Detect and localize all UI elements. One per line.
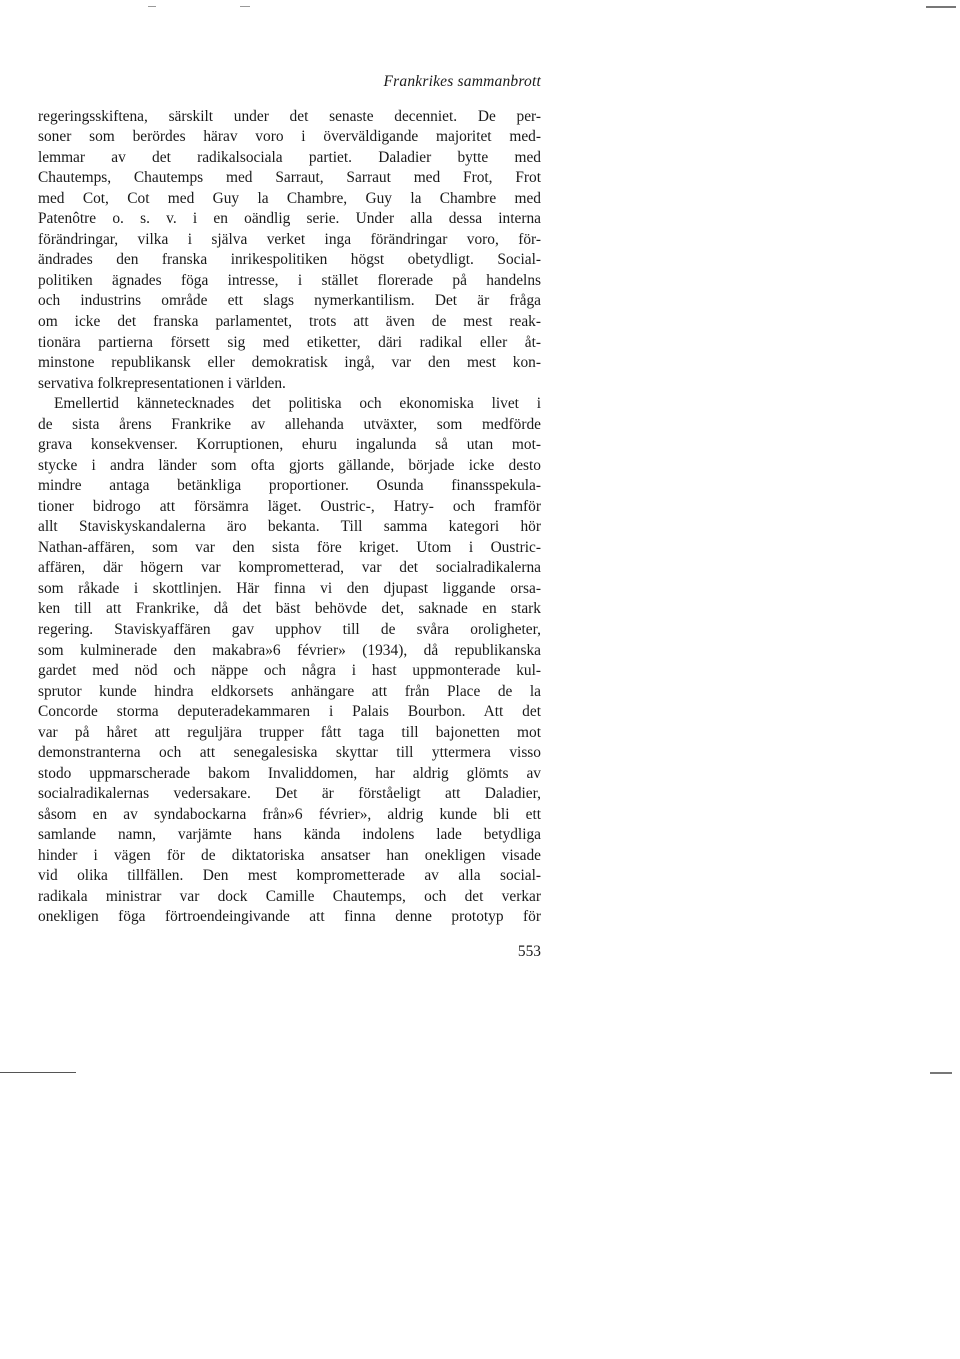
text-line: socialradikalernas vedersakare. Det är förståeligt att Daladier,	[38, 785, 541, 803]
text-line: stodo uppmarscherade bakom Invaliddomen, har aldrig glömts av	[38, 764, 541, 782]
text-line: regering. Staviskyaffären gav upphov till de svåra oroligheter,	[38, 620, 541, 638]
text-line: tioner bidrogo att försämra läget. Oustric-, Hatry- och framför	[38, 497, 541, 515]
text-line: och industrins område ett slags nymerkantilism. Det är fråga	[38, 292, 541, 310]
text-line: demonstranterna och att senegalesiska skyttar till yttermera visso	[38, 744, 541, 762]
text-line: radikala ministrar var dock Camille Chautemps, och det verkar	[38, 887, 541, 905]
text-line: de sista årens Frankrike av allehanda utväxter, som medförde	[38, 415, 541, 433]
text-line: om icke det franska parlamentet, trots att även de mest reak-	[38, 313, 541, 330]
text-line: stycke i andra länder som ofta gjorts gällande, började icke desto	[38, 456, 541, 474]
text-line: ken till att Frankrike, då det bäst behövde det, saknade en stark	[38, 600, 541, 618]
body-text	[38, 107, 541, 928]
text-line: affären, där högern var komprometterad, var det socialradikalerna	[38, 559, 541, 577]
text-line: Emellertid kännetecknades det politiska och ekonomiska livet i	[54, 395, 541, 413]
text-line: samlande namn, varjämte hans kända indolens lade betydliga	[38, 826, 541, 844]
text-line: grava konsekvenser. Korruptionen, ehuru ingalunda så utan mot-	[38, 436, 541, 454]
text-line: tionära partierna försett sig med etiketter, däri radikal eller åt-	[38, 333, 541, 351]
text-line: Nathan-affären, som var den sista före kriget. Utom i Oustric-	[38, 538, 541, 556]
text-line: vid olika tillfällen. Den mest komprometterade av alla social-	[38, 867, 541, 885]
scan-artifact	[926, 6, 956, 8]
text-line: förändringar, vilka i själva verket inga förändringar voro, för-	[38, 230, 541, 248]
text-line: som kulminerade den makabra»6 février» (1934), då republikanska	[38, 641, 541, 659]
running-title: Frankrikes sammanbrott	[383, 73, 541, 90]
text-line: soner som berördes härav voro i överväldigande majoritet med-	[38, 128, 541, 146]
text-line: sprutor kunde hindra eldkorsets anhängare att från Place de la	[38, 682, 541, 700]
scan-artifact	[930, 1072, 952, 1074]
text-line: onekligen föga förtroendeingivande att finna denne prototyp för	[38, 908, 541, 926]
text-line: lemmar av det radikalsociala partiet. Daladier bytte med	[38, 148, 541, 166]
text-line: ändrades den franska inrikespolitiken högst obetydligt. Social-	[38, 251, 541, 269]
text-line: Concorde storma deputeradekammaren i Palais Bourbon. Att det	[38, 703, 541, 721]
text-line: var på håret att reguljära trupper fått taga till bajonetten mot	[38, 723, 541, 741]
text-line: såsom en av syndabockarna från»6 février», aldrig kunde bli ett	[38, 805, 541, 823]
text-line: som råkade i skottlinjen. Här finna vi den djupast liggande orsa-	[38, 579, 541, 597]
text-line: hinder i vägen för de diktatoriska ansatser han onekligen visade	[38, 846, 541, 864]
scan-artifact	[148, 6, 156, 7]
text-line: regeringsskiftena, särskilt under det senaste decenniet. De per-	[38, 107, 541, 125]
text-line: allt Staviskyskandalerna äro bekanta. Till samma kategori hör	[38, 518, 541, 536]
text-line: servativa folkrepresentationen i världen.	[38, 374, 286, 392]
text-line: gardet med nöd och näppe och några i hast uppmonterade kul-	[38, 662, 541, 680]
text-line: mindre antaga betänkliga proportioner. Osunda finansspekula-	[38, 477, 541, 495]
text-line: minstone republikansk eller demokratisk ingå, var den mest kon-	[38, 354, 541, 372]
text-line: Chautemps, Chautemps med Sarraut, Sarraut med Frot, Frot	[38, 169, 541, 187]
scan-artifact	[0, 1072, 76, 1073]
paragraph	[38, 394, 541, 928]
text-line: med Cot, Cot med Guy la Chambre, Guy la Chambre med	[38, 189, 541, 207]
text-line: Patenôtre o. s. v. i en oändlig serie. Under alla dessa interna	[38, 210, 541, 228]
paragraph	[38, 107, 541, 394]
page-number: 553	[517, 943, 541, 960]
text-line: politiken ägnades föga intresse, i stället florerade på handelns	[38, 271, 541, 289]
scan-artifact	[240, 6, 250, 7]
